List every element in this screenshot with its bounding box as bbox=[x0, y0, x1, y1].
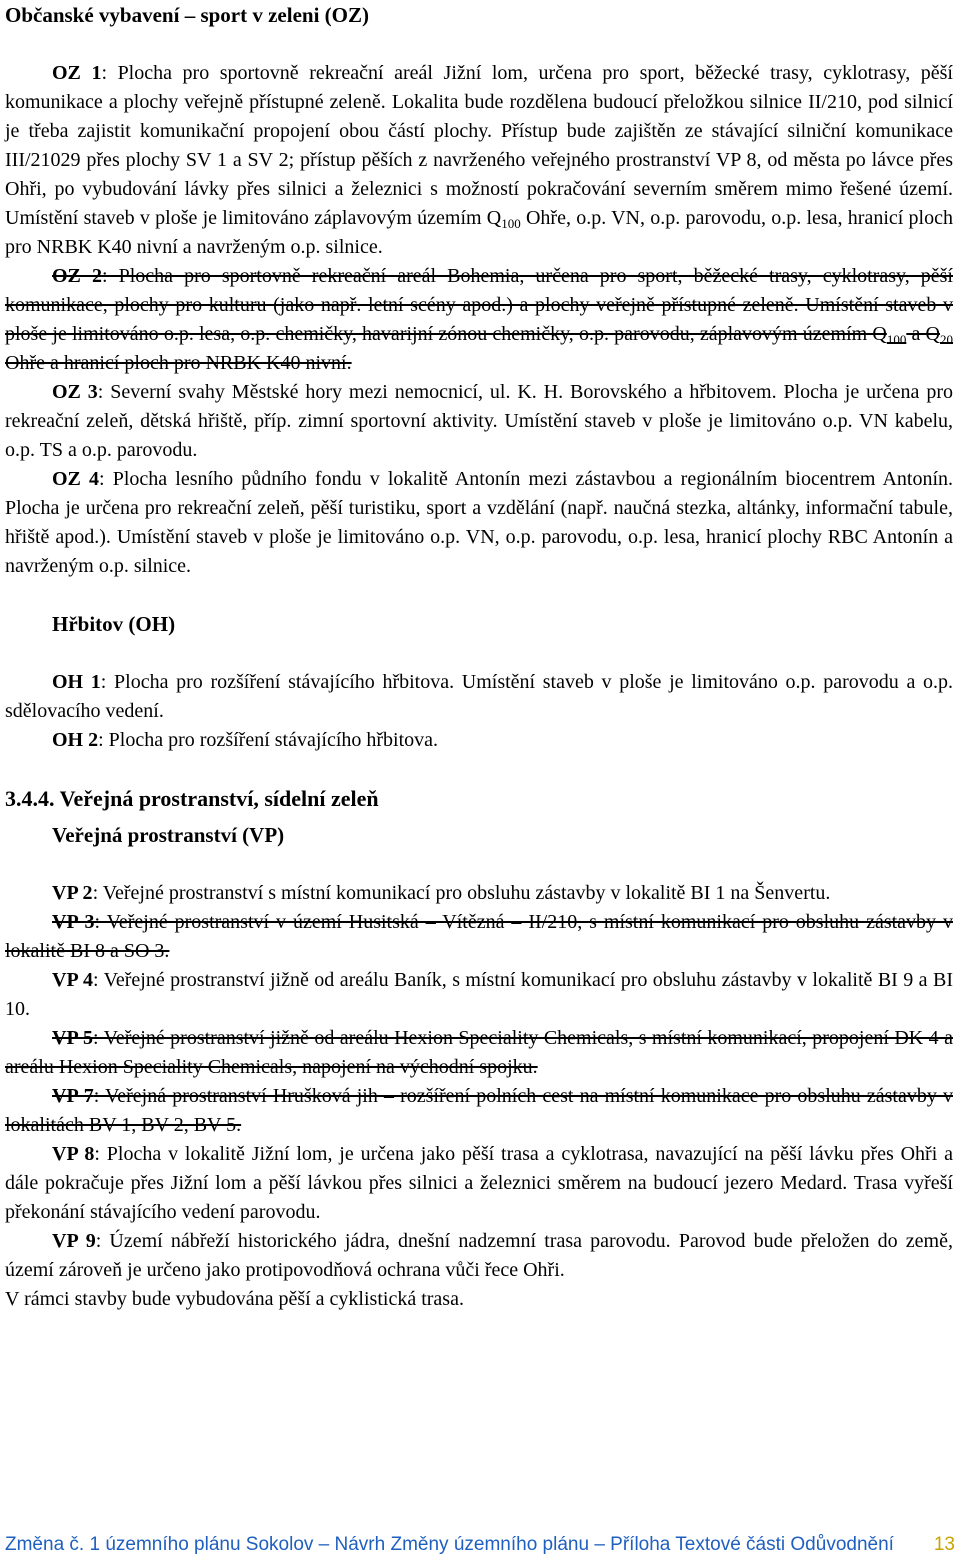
label-vp4: VP 4 bbox=[52, 969, 93, 991]
paragraph-vp4: VP 4: Veřejné prostranství jižně od areálu Baník, s místní komunikací pro obsluhu zástavby v lokalitě BI 9 a BI 10. bbox=[5, 969, 953, 1020]
label-oz2: OZ 2 bbox=[52, 265, 102, 287]
label-vp9: VP 9 bbox=[52, 1230, 96, 1252]
paragraph-vp5-deleted: VP 5: Veřejné prostranství jižně od areálu Hexion Speciality Chemicals, s místní komunikací, propojení DK 4 a areálu Hexion Speciality Chemicals, napojení na východní spojku. bbox=[5, 1027, 953, 1078]
section-heading-vp: Veřejná prostranství (VP) bbox=[52, 823, 285, 847]
section-heading-oh: Hřbitov (OH) bbox=[52, 612, 176, 636]
paragraph-oz4: OZ 4: Plocha lesního půdního fondu v lokalitě Antonín mezi zástavbou a regionálním biocentrem Antonín. Plocha je určena pro rekreační zeleň, pěší turistiku, sport a vzdělání (např. naučná stezka, altánky, informační tabule, hřiště apod.). Umístění staveb v ploše je limitováno o.p. VN, o.p. parovodu, o.p. lesa, hranicí plochy RBC Antonín a navrženým o.p. silnice. bbox=[5, 468, 954, 577]
paragraph-oh2: OH 2: Plocha pro rozšíření stávajícího hřbitova. bbox=[52, 729, 439, 751]
document-page bbox=[5, 0, 953, 1314]
label-vp5: VP 5 bbox=[52, 1027, 93, 1049]
chapter-heading: 3.4.4. Veřejná prostranství, sídelní zeleň bbox=[5, 786, 379, 811]
paragraph-oz2-deleted: OZ 2: Plocha pro sportovně rekreační areál Bohemia, určena pro sport, běžecké trasy, cyklotrasy, pěší komunikace, plochy pro kulturu (jako např. letní scény apod.) a plochy veřejně přístupné zeleně. Umístění staveb v ploše je limitováno o.p. lesa, o.p. chemičky, havarijní zónou chemičky, o.p. parovodu, záplavovým územím $Q_{100}$ a $Q_{20}$ Ohře a hranicí ploch pro NRBK K40 nivní. bbox=[5, 265, 953, 374]
paragraph-vp7-deleted: VP 7: Veřejná prostranství Hrušková jih – rozšíření polních cest na místní komunikace pro obsluhu zástavby v lokalitách BV 1, BV 2, BV 5. bbox=[5, 1085, 953, 1136]
paragraph-vp2: VP 2: Veřejné prostranství s místní komunikací pro obsluhu zástavby v lokalitě BI 1 na Šenvertu. bbox=[52, 882, 831, 904]
label-vp8: VP 8 bbox=[52, 1143, 95, 1165]
paragraph-vp8: VP 8: Plocha v lokalitě Jižní lom, je určena jako pěší trasa a cyklotrasa, navazující na pěší lávku přes Ohři a dále pokračuje přes Jižní lom a pěší lávkou přes silnici a železnici směrem na budoucí jezero Medard. Trasa vyřeší překonání stávajícího vedení parovodu. bbox=[5, 1143, 953, 1223]
page-number: 13 bbox=[933, 1534, 955, 1555]
label-oz1: OZ 1 bbox=[52, 62, 102, 84]
paragraph-oz1: OZ 1: Plocha pro sportovně rekreační areál Jižní lom, určena pro sport, běžecké trasy, cyklotrasy, pěší komunikace a plochy veřejně přístupné zeleně. Lokalita bude rozdělena budoucí přeložkou silnice II/210, pod silnicí je třeba zajistit komunikační propojení obou částí plochy. Přístup bude zajištěn ze stávající silniční komunikace III/21029 přes plochy SV 1 a SV 2; přístup pěších z navrženého veřejného prostranství VP 8, od města po lávce přes Ohři, po vybudování lávky přes silnici a železnici s možností pokračování severním směrem mimo řešené území. Umístění staveb v ploše je limitováno záplavovým územím $Q_{100}$ Ohře, o.p. VN, o.p. parovodu, o.p. lesa, hranicí ploch pro NRBK K40 nivní a navrženým o.p. silnice. bbox=[5, 62, 953, 258]
paragraph-vp9: VP 9: Území nábřeží historického jádra, dnešní nadzemní trasa parovodu. Parovod bude přeložen do země, území zároveň je určeno jako protipovodňová ochrana vůči řece Ohři. bbox=[5, 1230, 953, 1281]
label-vp7: VP 7 bbox=[52, 1085, 94, 1107]
label-oz3: OZ 3 bbox=[52, 381, 98, 403]
label-vp3: VP 3 bbox=[52, 911, 95, 933]
page-footer bbox=[5, 1534, 955, 1562]
label-oh2: OH 2 bbox=[52, 729, 99, 751]
label-oh1: OH 1 bbox=[52, 671, 101, 693]
paragraph-vp9-extra: V rámci stavby bude vybudována pěší a cyklistická trasa. bbox=[5, 1288, 464, 1310]
paragraph-oh1: OH 1: Plocha pro rozšíření stávajícího hřbitova. Umístění staveb v ploše je limitováno o.p. parovodu a o.p. sdělovacího vedení. bbox=[5, 671, 953, 722]
paragraph-vp3-deleted: VP 3: Veřejné prostranství v území Husitská – Vítězná – II/210, s místní komunikací pro obsluhu zástavby v lokalitě BI 8 a SO 3. bbox=[5, 911, 953, 962]
section-heading-oz: Občanské vybavení – sport v zeleni (OZ) bbox=[5, 3, 370, 27]
paragraph-oz3: OZ 3: Severní svahy Městské hory mezi nemocnicí, ul. K. H. Borovského a hřbitovem. Plocha je určena pro rekreační zeleň, dětská hřiště, příp. zimní sportovní aktivity. Umístění staveb v ploše je limitováno o.p. VN kabelu, o.p. TS a o.p. parovodu. bbox=[5, 381, 953, 461]
label-oz4: OZ 4 bbox=[52, 468, 100, 490]
label-vp2: VP 2 bbox=[52, 882, 93, 904]
footer-text: Změna č. 1 územního plánu Sokolov – Návrh Změny územního plánu – Příloha Textové části Odůvodnění bbox=[5, 1534, 894, 1555]
